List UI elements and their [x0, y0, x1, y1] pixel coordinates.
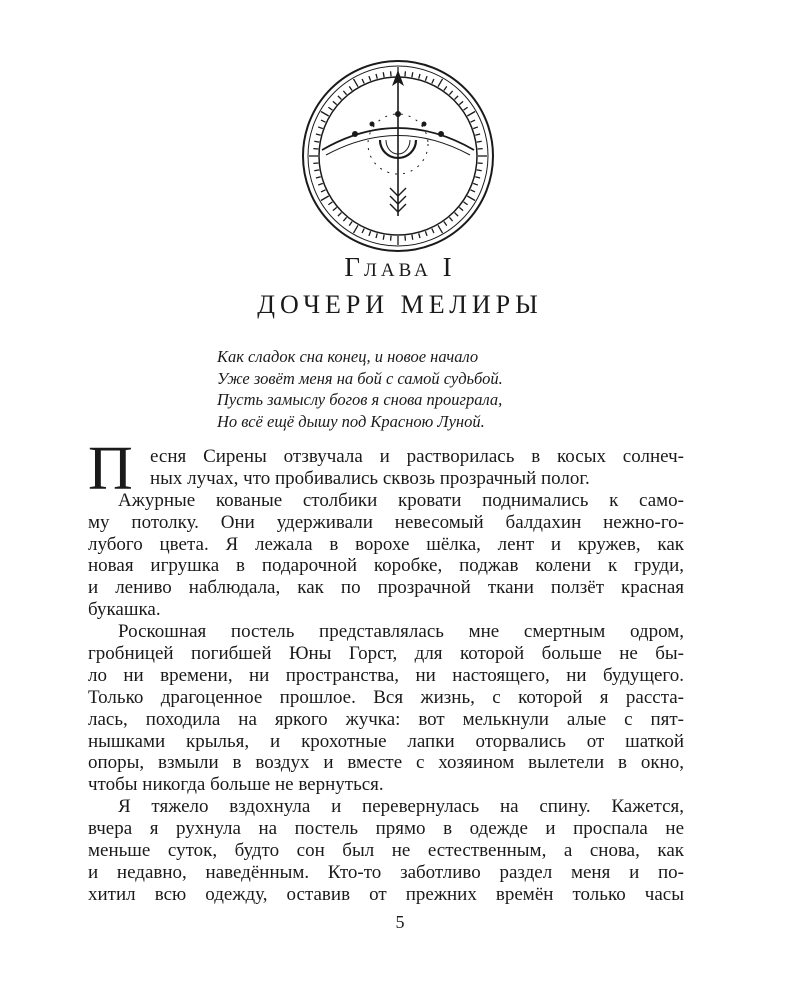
drop-cap: П: [88, 435, 133, 503]
text-line: Только драгоценное прошлое. Вся жизнь, с которой я расста-: [88, 686, 684, 708]
text-line: Я тяжело вздохнула и перевернулась на спину. Кажется,: [118, 796, 684, 818]
text-line: Ажурные кованые столбики кровати поднимались к само-: [118, 489, 684, 511]
chapter-title: ДОЧЕРИ МЕЛИРЫ: [257, 290, 543, 319]
text-line: новая игрушка в подарочной коробке, поджав колени к груди,: [88, 555, 684, 577]
chapter-number: Глава I: [344, 252, 456, 282]
text-line: нышками крылья, и крохотные лапки оторвались от шаткой: [88, 730, 684, 752]
text-line: Роскошная постель представлялась мне смертным одром,: [118, 621, 684, 643]
text-line: есня Сирены отзвучала и растворилась в косых солнеч-: [150, 446, 684, 467]
epigraph-line: Как сладок сна конец, и новое начало: [217, 347, 479, 366]
text-line: вчера я рухнула на постель прямо в одежде и проспала не: [88, 818, 684, 840]
epigraph-line: Уже зовёт меня на бой с самой судьбой.: [217, 368, 503, 388]
body-text: [88, 446, 684, 906]
text-line: ных лучах, что пробивались сквозь прозрачный полог.: [150, 467, 590, 489]
text-line: хитил всю одежду, оставив от прежних времён только часы: [88, 883, 684, 905]
text-line: ло ни времени, ни пространства, ни настоящего, ни будущего.: [88, 664, 684, 686]
text-line: и недавно, наведённым. Кто-то заботливо раздел меня и по-: [88, 861, 684, 883]
text-line: меньше суток, будто сон был не естественным, а снова, как: [88, 840, 684, 862]
text-line: лась, походила на яркого жучка: вот мелькнули алые с пят-: [88, 708, 684, 730]
epigraph: [217, 346, 617, 432]
text-line: чтобы никогда больше не вернуться.: [88, 774, 384, 796]
text-line: му потолку. Они удерживали невесомый балдахин нежно-го-: [88, 511, 684, 533]
text-line: гробницей погибшей Юны Горст, для которой больше не бы-: [88, 643, 684, 665]
text-line: лубого цвета. Я лежала в ворохе шёлка, лент и кружев, как: [88, 533, 684, 555]
text-line: и лениво наблюдала, как по прозрачной ткани ползёт красная: [88, 577, 684, 599]
chapter-emblem: [300, 58, 496, 254]
page-number: 5: [395, 912, 405, 932]
text-line: букашка.: [88, 599, 161, 621]
text-line: опоры, взмыли в воздух и вместе с хозяином вылетели в окно,: [88, 752, 684, 774]
epigraph-line: Но всё ещё дышу под Красною Луной.: [217, 411, 485, 431]
epigraph-line: Пусть замыслу богов я снова проиграла,: [217, 390, 503, 409]
